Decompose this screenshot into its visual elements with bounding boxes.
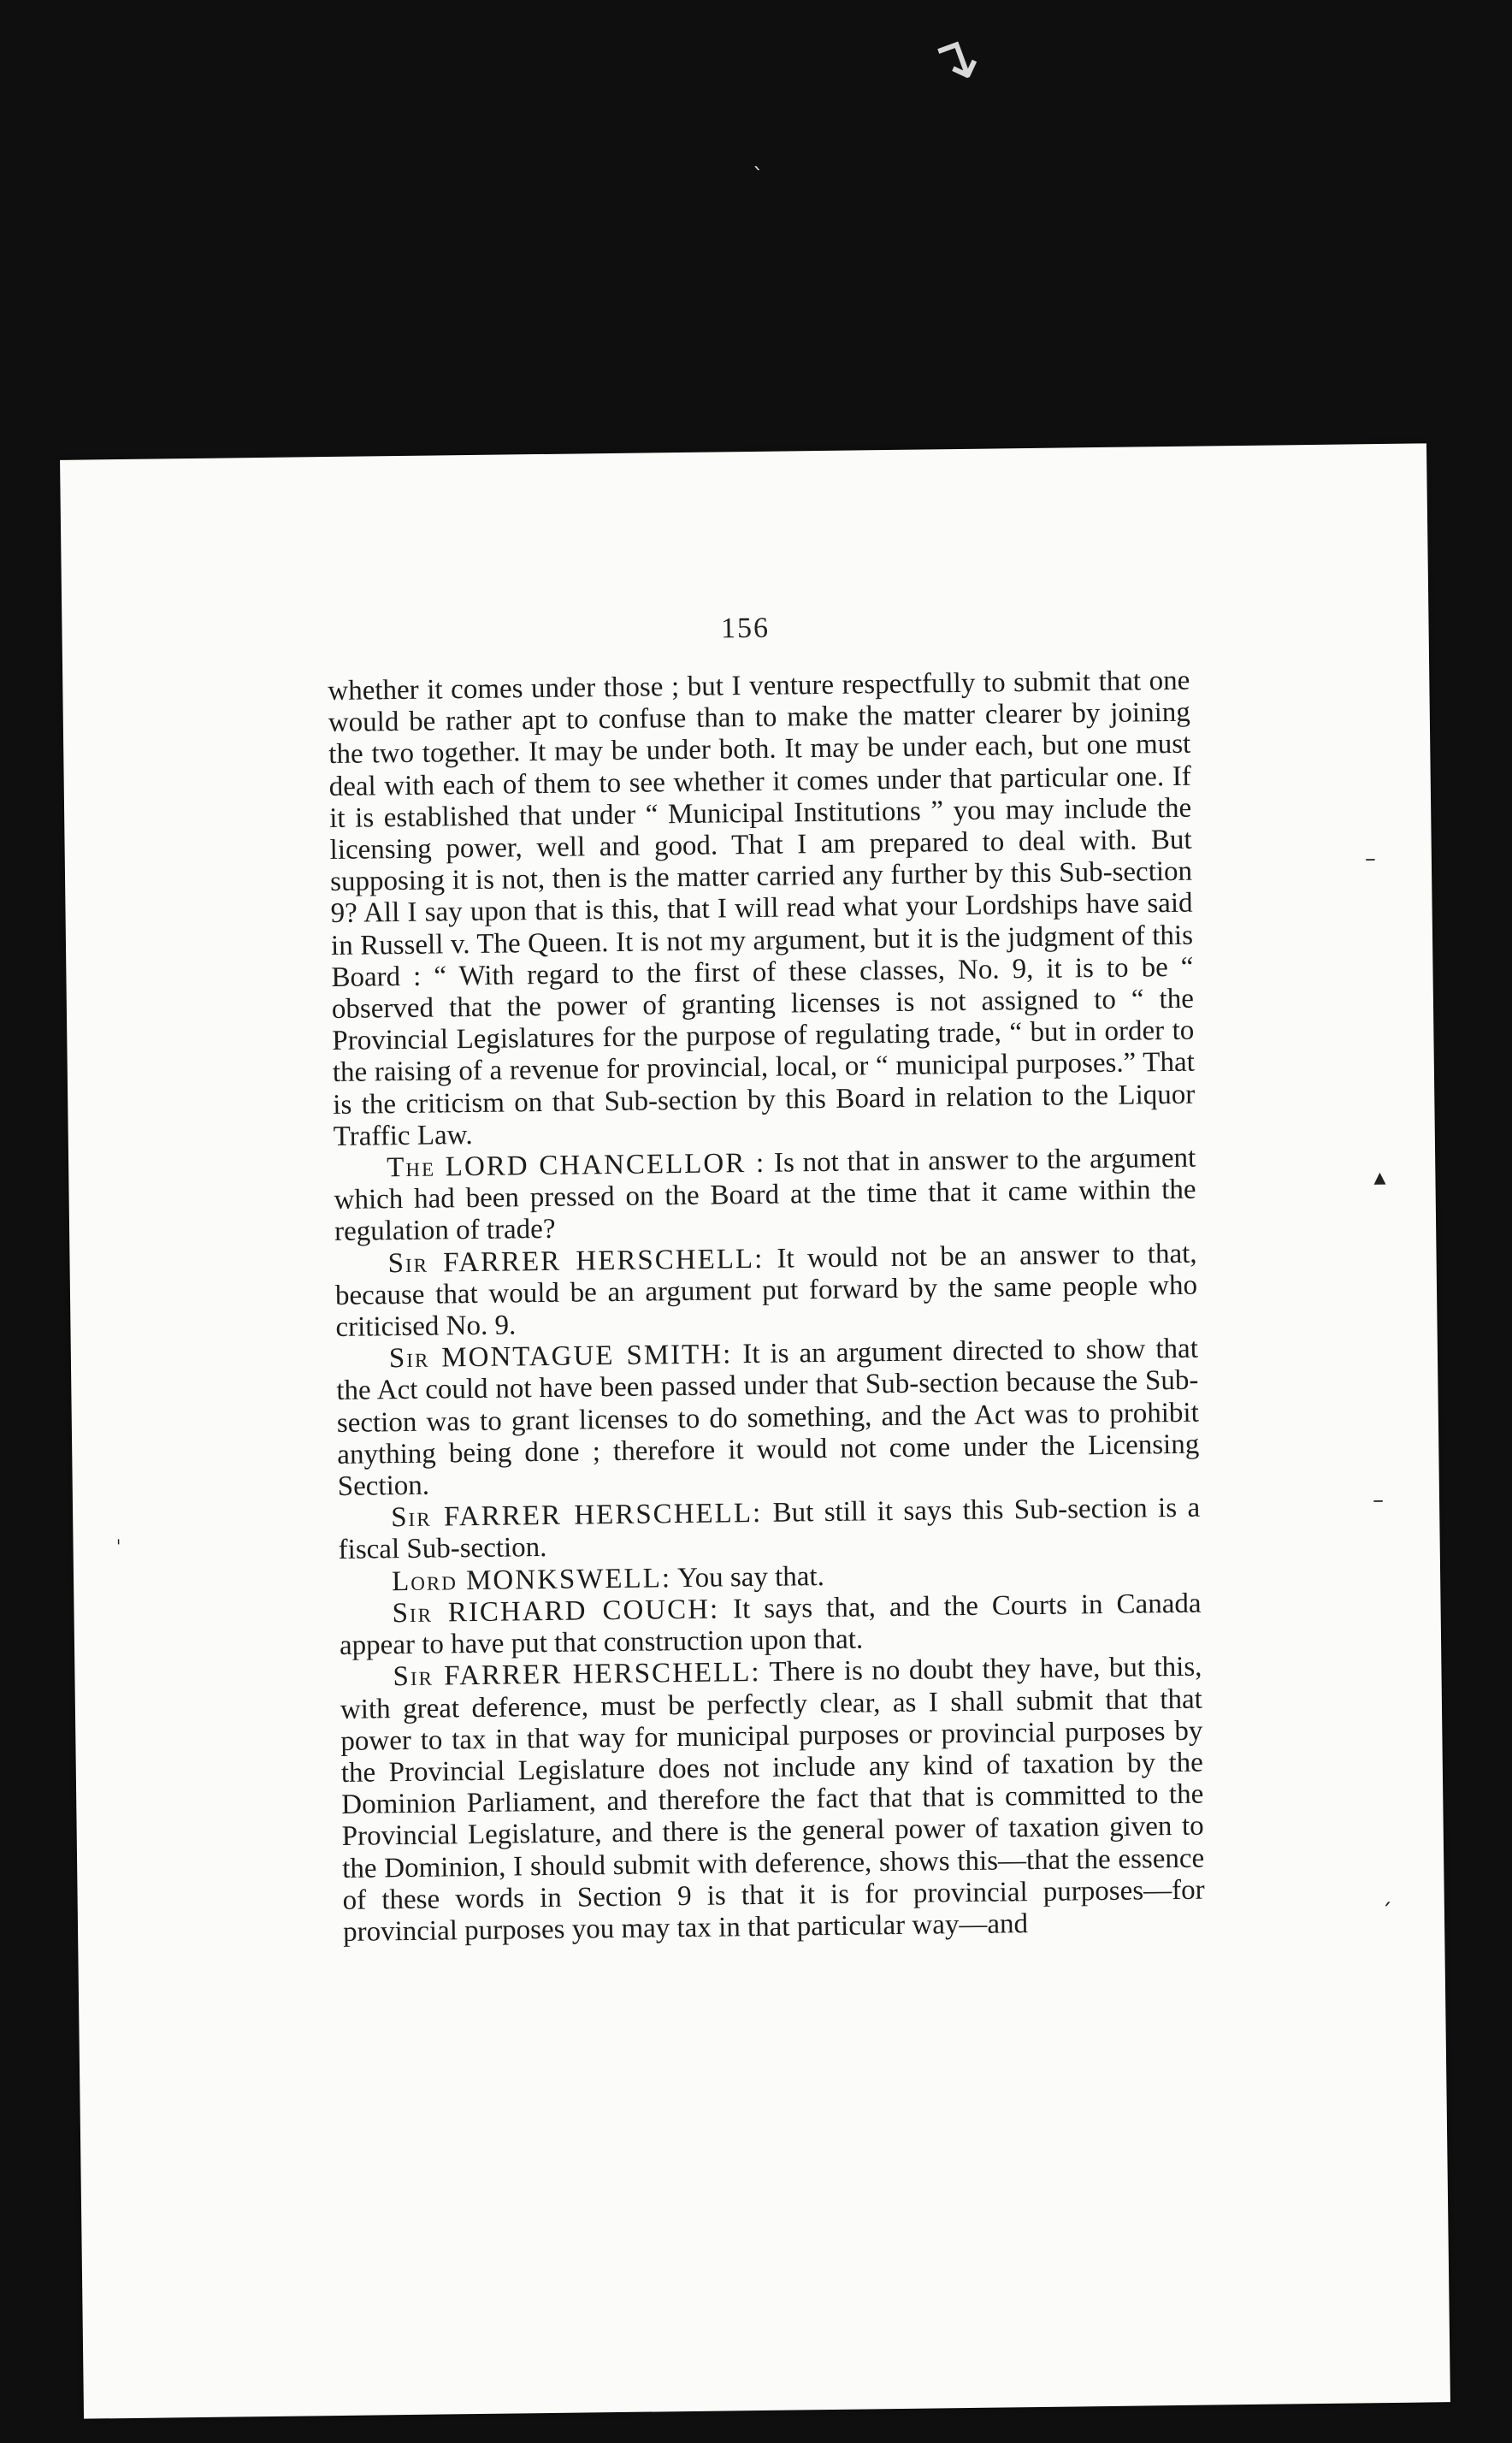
paragraph-text: It says that, and the Courts in Canada appear to have put that construction upon that. (339, 1588, 1202, 1662)
paragraph-7 (339, 1588, 1202, 1663)
scan-artifact-dot: ˎ (753, 145, 764, 171)
speaker-name: Sir FARRER HERSCHELL: (393, 1657, 761, 1693)
paragraph-8 (340, 1652, 1205, 1949)
margin-dash-mark: – (1364, 846, 1377, 872)
paragraph-text: Is not that in answer to the argument which had been pressed on the Board at the time that it came within the regulation of trade? (334, 1142, 1196, 1248)
paragraph-5 (338, 1493, 1201, 1567)
margin-tick-mark: ˈ (115, 1537, 121, 1559)
margin-tick-mark: ˏ (1380, 1880, 1392, 1908)
margin-arrow-mark: ▴ (1373, 1162, 1386, 1192)
speaker-name: Sir MONTAGUE SMITH: (388, 1339, 733, 1375)
speaker-name: Sir FARRER HERSCHELL: (390, 1498, 763, 1534)
paragraph-text: It would not be an answer to that, because that would be an argument put forward by the same people who criticised No. 9. (334, 1238, 1198, 1344)
speaker-name: Lord MONKSWELL: (391, 1562, 672, 1597)
paragraph-text: It is an argument directed to show that the Act could not have been passed under that Sub-section because the Sub-section was to grant licenses to do something, and the Act was to prohibit anything being done ; therefore it would not come under the Licensing Section. (336, 1333, 1200, 1503)
body-text (328, 665, 1205, 1949)
paragraph-3 (334, 1238, 1197, 1344)
paragraph-text: whether it comes under those ; but I venture respectfully to submit that one would be rather apt to confuse than to make the matter clearer by joining the two together. It may be under both. It may be under each, but one must deal with each of them to see whether it comes under that particular one. If it is established that under “ Municipal Institutions ” you may include the licensing power, well and good. That I am prepared to deal with. But supposing it is not, then is the matter carried any further by this Sub-section 9? All I say upon that is this, that I will read what your Lordships have said in Russell v. The Queen. It is not my argument, but it is the judgment of this Board : “ With regard to the first of these classes, No. 9, it is to be “ observed that the power of granting licenses is not assigned to “ the Provincial Legislatures for the purpose of regulating trade, “ but in order to the raising of a revenue for provincial, local, or “ municipal purposes.” That is the criticism on that Sub-section by this Board in relation to the Liquor Traffic Law. (328, 665, 1196, 1152)
scan-artifact-mark: ↴ (917, 17, 990, 103)
paragraph-text: There is no doubt they have, but this, with great deference, must be perfectly clear, as I shall submit that that power to tax in that way for municipal purposes or provincial purposes by the Provincial Legislature does not include any kind of taxation by the Dominion Parliament, and therefore the fact that that is committed to the Provincial Legislature, and there is the general power of taxation given to the Dominion, I should submit with deference, shows this—that the essence of these words in Section 9 is that it is for provincial purposes—for provincial purposes you may tax in that particular way—and (340, 1651, 1205, 1948)
speaker-name: Sir FARRER HERSCHELL: (387, 1243, 765, 1279)
speaker-name: The LORD CHANCELLOR : (386, 1147, 766, 1184)
paragraph-1 (328, 665, 1196, 1153)
paragraph-2 (334, 1143, 1196, 1249)
paragraph-text: You say that. (676, 1560, 825, 1594)
document-page (60, 443, 1450, 2418)
speaker-name: Sir RICHARD COUCH: (392, 1594, 720, 1630)
paragraph-4 (336, 1334, 1200, 1503)
paragraph-text: But still it says this Sub-section is a fiscal Sub-section. (338, 1492, 1201, 1566)
page-number: 156 (720, 612, 771, 645)
margin-dash-mark: – (1372, 1488, 1385, 1514)
